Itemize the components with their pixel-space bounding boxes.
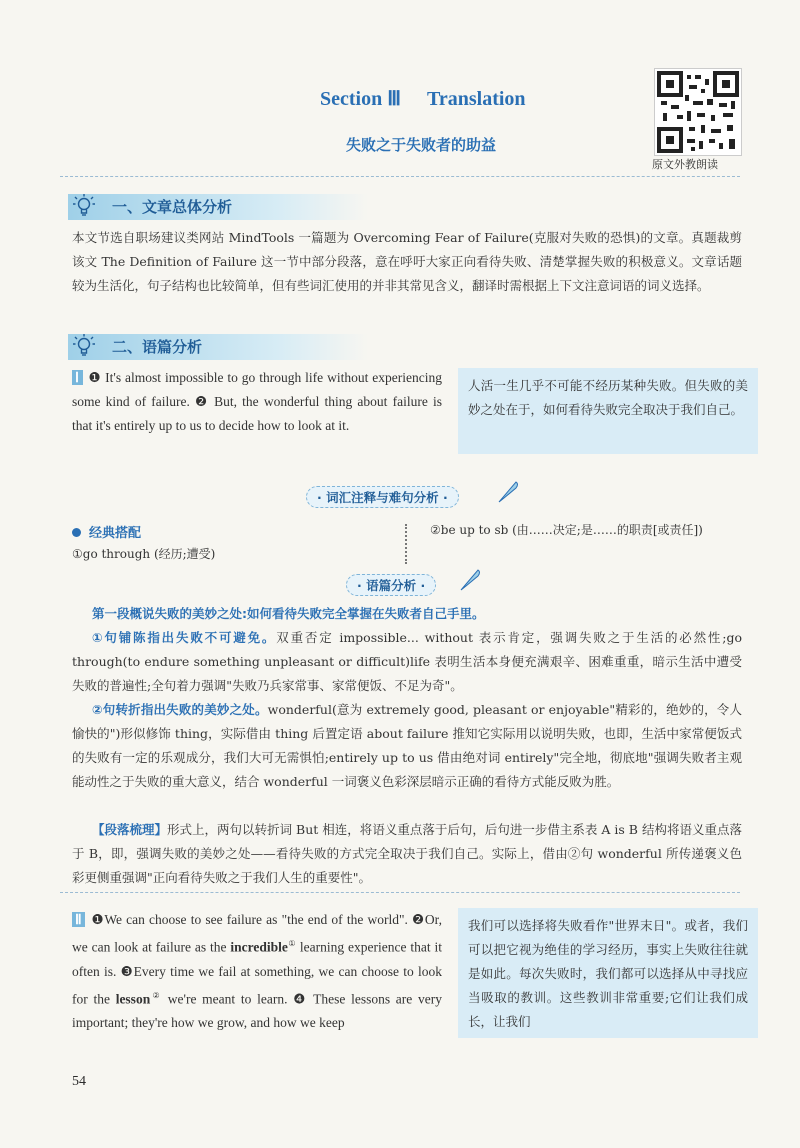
paragraph-2-text: learning experience that it often is. ❸Every time we fail at something, we can choose to look for the — [72, 939, 442, 1006]
lightbulb-icon — [72, 193, 96, 219]
paragraph-2-english — [72, 908, 442, 1035]
qr-code-icon[interactable] — [654, 68, 742, 156]
paragraph-1-english — [72, 366, 442, 438]
roman-numeral: Ⅰ — [72, 370, 83, 385]
lightbulb-icon — [72, 333, 96, 359]
analysis-sentence-2 — [72, 698, 742, 794]
paragraph-1-translation: 人活一生几乎不可能不经历某种失败。但失败的美妙之处在于，如何看待失败完全取决于我们自己。 — [458, 368, 758, 454]
analysis-s2-head: ②句转折指出失败的美妙之处。 — [92, 702, 268, 717]
divider — [60, 892, 740, 893]
summary-body: 形式上，两句以转折词 But 相连，将语义重点落于后句，后句进一步借主系表 A is B 结构将语义重点落于 B，即，强调失败的美妙之处——看待失败的方式完全取决于我们自己。实际上，借由②句 wonderful 所传递褒义色彩更侧重强调"正向看待失败之于我们人生的重要性"。 — [72, 822, 742, 885]
qr-label: 原文外教朗读 — [652, 158, 718, 171]
analysis-lead: 第一段概说失败的美妙之处:如何看待失败完全掌握在失败者自己手里。 — [92, 606, 485, 621]
paragraph-summary — [72, 818, 742, 890]
analysis-s2-body: wonderful(意为 extremely good, pleasant or enjoyable"精彩的，绝妙的，令人愉快的")形似修饰 thing，实际借由 thing 后置定语 about failure 推知它实际用以说明失败，也即，生活中家常便饭式的失败有一定的乐观成分，我们大可无需惧怕;entirely up to us 借由绝对词 entirely"完全地，彻底地"强调失败者主观能动性之于失败的重大意义，结合 wonderful 一词褒义色彩深层暗示正确的看待方式能反败为胜。 — [72, 702, 742, 789]
footnote-mark: ① — [287, 939, 297, 948]
section-heading-2 — [68, 334, 368, 360]
paragraph-1-text: ❶ It's almost impossible to go through life without experiencing some kind of failure. ❷ But, the wonderful thing about failure is that it's entirely up to us to decide how to look at it. — [72, 370, 442, 433]
divider — [405, 524, 407, 564]
discourse-analysis-label: · 语篇分析 · — [346, 574, 436, 596]
bullet-icon — [72, 528, 81, 537]
page-subtitle: 失败之于失败者的助益 — [346, 136, 497, 154]
collocation-item: ①go through (经历;遭受) — [72, 547, 216, 561]
vocab-analysis-label: · 词汇注释与难句分析 · — [306, 486, 459, 508]
quill-icon — [458, 566, 482, 596]
collocation-title-text: 经典搭配 — [89, 526, 142, 541]
page-number: 54 — [72, 1074, 86, 1089]
roman-numeral: Ⅱ — [72, 912, 85, 927]
collocation-item: ②be up to sb (由……决定;是……的职责[或责任]) — [430, 523, 703, 537]
quill-icon — [496, 478, 520, 508]
highlight-word: incredible — [230, 939, 288, 955]
overview-paragraph: 本文节选自职场建议类网站 MindTools 一篇题为 Overcoming Fear of Failure(克服对失败的恐惧)的文章。真题裁剪该文 The Definition of Failure 这一节中部分段落，意在呼吁大家正向看待失败、清楚掌握失败的积极意义。文章话题较为生活化，句子结构也比较简单，但有些词汇使用的并非其常见含义，翻译时需根据上下文注意词语的词义选择。 — [72, 230, 742, 293]
divider — [60, 176, 740, 177]
analysis-sentence-1 — [72, 626, 742, 698]
summary-tag: 【段落梳理】 — [92, 822, 168, 837]
heading-1-text: 一、文章总体分析 — [112, 198, 233, 216]
highlight-word: lesson — [115, 991, 151, 1006]
paragraph-2-translation: 我们可以选择将失败看作"世界末日"。或者，我们可以把它视为绝佳的学习经历，事实上失败往往就是如此。每次失败时，我们都可以选择从中寻找应当吸取的教训。这些教训非常重要;它们让我们成长，让我们 — [458, 908, 758, 1038]
section-name: Translation — [427, 88, 526, 110]
paragraph-2-text: ❶We can choose to see failure as "the end of the world". ❷Or, we can look at failure as the — [72, 912, 442, 955]
analysis-s1-head: ①句铺陈指出失败不可避免。 — [92, 630, 277, 645]
collocation-title — [72, 522, 141, 541]
section-heading-1 — [68, 194, 368, 220]
section-label: Section Ⅲ — [320, 88, 402, 110]
section-title — [320, 86, 526, 111]
heading-2-text: 二、语篇分析 — [112, 338, 203, 356]
footnote-mark: ② — [150, 990, 163, 1000]
analysis-s1-body: 双重否定 impossible... without 表示肯定，强调失败之于生活的必然性;go through(to endure something unpleasant or difficult)life 表明生活本身便充满艰辛、困难重重，暗示生活中遭受失败的普遍性;全句着力强调"失败乃兵家常事、家常便饭、不足为奇"。 — [72, 630, 742, 693]
paragraph-2-text: we're meant to learn. ❹ These lessons are very important; they're how we grow, and how we keep — [72, 991, 443, 1030]
